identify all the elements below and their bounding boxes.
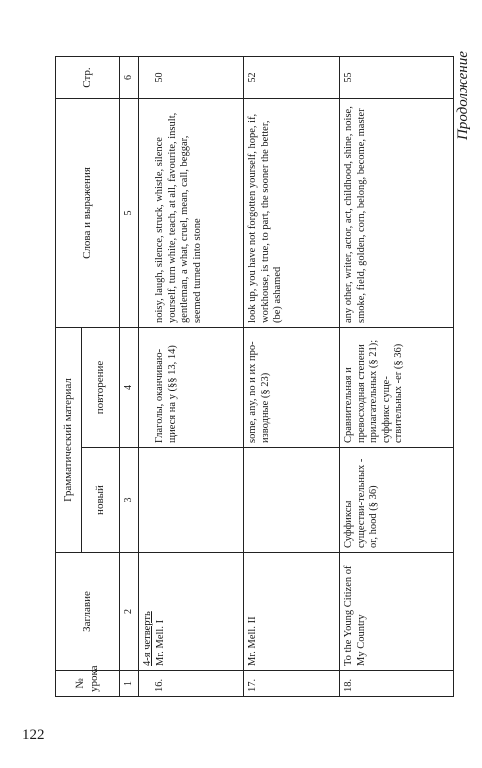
cell-words: noisy, laugh, silence, struck, whistle, silence yourself, turn white, teach, at all, favourite, insult, gentleman, a what, cruel, mean, call, beggar, seemed turned into stone [139,99,244,328]
header-title: Заглавие [56,553,120,671]
column-number: 6 [120,57,139,99]
cell-grammar-new: Суффиксы существи-тельных -or, hood (§ 36) [340,448,454,553]
cell-page: 50 [139,57,244,99]
table-row [340,57,454,697]
column-number: 3 [120,448,139,553]
cell-title: 4-я четверть Mr. Mell. I [139,553,244,671]
header-page: Стр. [56,57,120,99]
header-grammar-new: новый [82,448,120,553]
table-row [139,57,244,697]
cell-grammar-review: some, any, no и их про-изводные (§ 23) [244,328,340,448]
lesson-plan-table-wrapper [55,57,448,697]
cell-lesson-no: 18. [340,671,454,697]
cell-grammar-review: Глаголы, оканчиваю-щиеся на y (§§ 13, 14) [139,328,244,448]
column-number: 2 [120,553,139,671]
cell-title: To the Young Citizen of My Country [340,553,454,671]
cell-grammar-new [244,448,340,553]
cell-lesson-no: 16. [139,671,244,697]
cell-page: 52 [244,57,340,99]
cell-words: any other, writer, actor, act, childhood, shine, noise, smoke, field, golden, corn, belong, become, master [340,99,454,328]
column-number: 5 [120,99,139,328]
lesson-plan-table [55,56,454,697]
header-grammar-review: повторение [82,328,120,448]
cell-page: 55 [340,57,454,99]
cell-words: look up, you have not forgotten yourself, hope, if, workhouse, is true, to part, the sooner the better, (be) ashamed [244,99,340,328]
cell-title: Mr. Mell. II [244,553,340,671]
header-grammar: Грамматический материал [56,328,82,553]
table-row [244,57,340,697]
column-number: 4 [120,328,139,448]
header-lesson-no: № урока [56,671,120,697]
cell-lesson-no: 17. [244,671,340,697]
cell-grammar-review: Сравнительная и превосходная степени прилагательных (§ 21); суффикс суще-ствительных -er (§ 36) [340,328,454,448]
header-words: Слова и выражения [56,99,120,328]
column-number: 1 [120,671,139,697]
page-number: 122 [22,727,45,743]
section-label: 4-я четверть [142,611,153,666]
cell-grammar-new [139,448,244,553]
